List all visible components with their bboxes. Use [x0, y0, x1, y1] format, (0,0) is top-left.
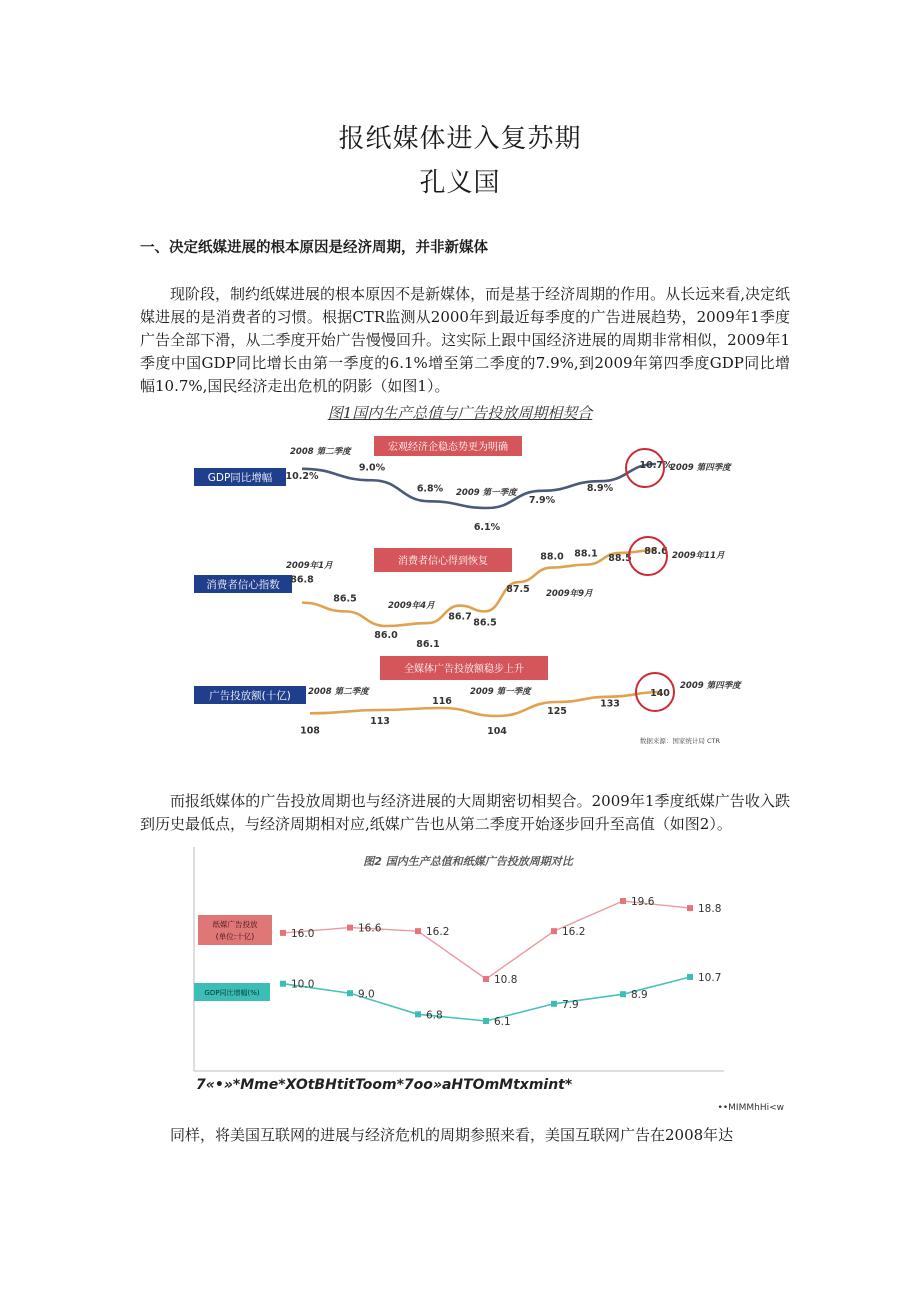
paper-marks-point — [280, 930, 286, 936]
gdp2-marks-point — [687, 974, 693, 980]
paper-marks-point — [687, 905, 693, 911]
cci-value-label: 86.0 — [374, 630, 398, 641]
paper-marks-label: 16.2 — [562, 926, 586, 939]
gdp2-marks-point — [483, 1018, 489, 1024]
cci-end-label: 2009年11月 — [672, 551, 725, 561]
cci-value-label: 86.1 — [416, 639, 440, 651]
gdp2-marks-label: 9.0 — [358, 988, 375, 1001]
paper-series-line — [283, 901, 690, 979]
paper-marks-label: 16.2 — [426, 926, 450, 939]
cci-value-label: 86.5 — [333, 593, 357, 605]
page-title: 报纸媒体进入复苏期 — [338, 124, 582, 154]
gdp-tag: GDP同比增幅 — [207, 472, 273, 484]
gdp2-tag: GDP同比增幅(%) — [204, 989, 260, 997]
ad-value-label: 133 — [600, 698, 620, 710]
section-heading: 一、决定纸媒进展的根本原因是经济周期，并非新媒体 — [140, 240, 488, 256]
figure-2-source: ••MIMMhHi<w — [717, 1103, 784, 1113]
paper-marks-label: 16.0 — [291, 927, 315, 940]
paper-marks-point — [483, 976, 489, 982]
gdp2-marks-label: 8.9 — [631, 989, 648, 1002]
paper-marks-point — [620, 898, 626, 904]
ad-value-label: 104 — [487, 726, 507, 737]
paper-tag-line1: 纸媒广告投放 — [212, 920, 258, 929]
paper-marks-point — [347, 925, 353, 931]
gdp-value-label: 7.9% — [528, 494, 556, 506]
ad-value-label: 108 — [300, 725, 320, 737]
cci-start-label: 2009年1月 — [286, 561, 333, 571]
cci-value-label: 88.1 — [574, 548, 598, 560]
figure-2-title: 图2 国内生产总值和纸媒广告投放周期对比 — [363, 855, 573, 868]
paragraph-1 — [140, 283, 790, 398]
ad-tag: 广告投放额(十亿) — [209, 690, 291, 702]
paper-marks-point — [415, 928, 421, 934]
ad-start-label: 2008 第二季度 — [308, 687, 369, 697]
cci-apr-label: 2009年4月 — [388, 601, 435, 611]
cci-sep-label: 2009年9月 — [546, 589, 593, 599]
paper-marks-label: 18.8 — [698, 903, 722, 916]
gdp2-marks-label: 10.0 — [291, 978, 315, 991]
ad-mid-label: 2009 第一季度 — [470, 687, 531, 697]
gdp2-marks-point — [415, 1011, 421, 1017]
paper-marks-label: 16.6 — [358, 922, 382, 935]
figure-2 — [190, 845, 730, 1075]
gdp-headline: 宏观经济企稳态势更为明确 — [388, 442, 508, 453]
paragraph-2-text: 而报纸媒体的广告投放周期也与经济进展的大周期密切相契合。2009年1季度纸媒广告收入跌到历史最低点，与经济周期相对应,纸媒广告也从第二季度开始逐步回升至高值（如图2）。 — [140, 792, 790, 833]
gdp2-marks-point — [551, 1001, 557, 1007]
cci-value-label: 87.5 — [506, 584, 530, 596]
gdp2-marks-point — [620, 991, 626, 997]
gdp2-marks-label: 10.7 — [698, 972, 722, 984]
gdp-value-label: 9.0% — [358, 462, 386, 474]
paragraph-3: 同样，将美国互联网的进展与经济危机的周期参照来看，美国互联网广告在2008年达 — [170, 1126, 734, 1144]
cci-value-label: 86.7 — [448, 611, 472, 623]
paragraph-2 — [140, 790, 790, 836]
gdp-value-label: 10.7% — [639, 460, 673, 471]
cci-tag: 消费者信心指数 — [206, 579, 280, 591]
author: 孔义国 — [419, 168, 501, 198]
gdp-mid-label: 2009 第一季度 — [456, 488, 517, 498]
ad-value-label: 125 — [547, 706, 567, 717]
paper-tag-line2: (单位:十亿) — [215, 932, 255, 941]
gdp-value-label: 8.9% — [586, 483, 614, 495]
ad-headline: 全媒体广告投放额稳步上升 — [404, 664, 524, 675]
cci-headline: 消费者信心得到恢复 — [398, 556, 488, 567]
gdp2-marks-label: 6.1 — [494, 1016, 511, 1028]
gdp2-marks-label: 7.9 — [562, 998, 579, 1011]
paper-marks-label: 10.8 — [494, 974, 518, 986]
gdp2-marks-point — [280, 981, 286, 987]
ad-value-label: 113 — [370, 716, 390, 727]
gdp-end-label: 2009 第四季度 — [670, 463, 731, 473]
gdp-value-label: 10.2% — [285, 470, 319, 482]
gdp-value-label: 6.8% — [416, 483, 444, 495]
gdp-start-year: 2008 第二季度 — [290, 447, 351, 457]
gdp2-marks-label: 6.8 — [426, 1009, 443, 1022]
figure-1-source: 数据来源：国家统计局 CTR — [639, 737, 720, 745]
figure-1 — [190, 430, 741, 750]
cci-value-label: 88.6 — [644, 546, 668, 557]
cci-value-label: 88.0 — [540, 551, 564, 563]
ad-value-label: 116 — [432, 696, 452, 707]
cci-value-label: 86.5 — [473, 617, 497, 629]
ad-end-label: 2009 第四季度 — [680, 681, 741, 691]
paper-marks-label: 19.6 — [631, 896, 655, 908]
ad-value-label: 140 — [650, 688, 670, 699]
figure-1-caption: 图1国内生产总值与广告投放周期相契合 — [327, 404, 593, 422]
figure-2-caption: 7«•»*Mme*XOtBHtitToom*7oo»aHTOmMtxmint* — [196, 1077, 573, 1093]
gdp2-series-line — [283, 977, 690, 1021]
paragraph-1-text: 现阶段，制约纸媒进展的根本原因不是新媒体，而是基于经济周期的作用。从长远来看,决定纸媒进展的是消费者的习惯。根据CTR监测从2000年到最近每季度的广告进展趋势，2009年1季度广告全部下滑，从二季度开始广告慢慢回升。这实际上跟中国经济进展的周期非常相似，2009年1季度中国GDP同比增长由第一季度的6.1%增至第二季度的7.9%,到2009年第四季度GDP同比增幅10.7%,国民经济走出危机的阴影（如图1）。 — [140, 285, 790, 395]
gdp2-marks-point — [347, 990, 353, 996]
cci-value-label: 86.8 — [290, 574, 314, 586]
paper-marks-point — [551, 928, 557, 934]
gdp-value-label: 6.1% — [473, 522, 501, 533]
cci-value-label: 88.5 — [608, 552, 632, 564]
